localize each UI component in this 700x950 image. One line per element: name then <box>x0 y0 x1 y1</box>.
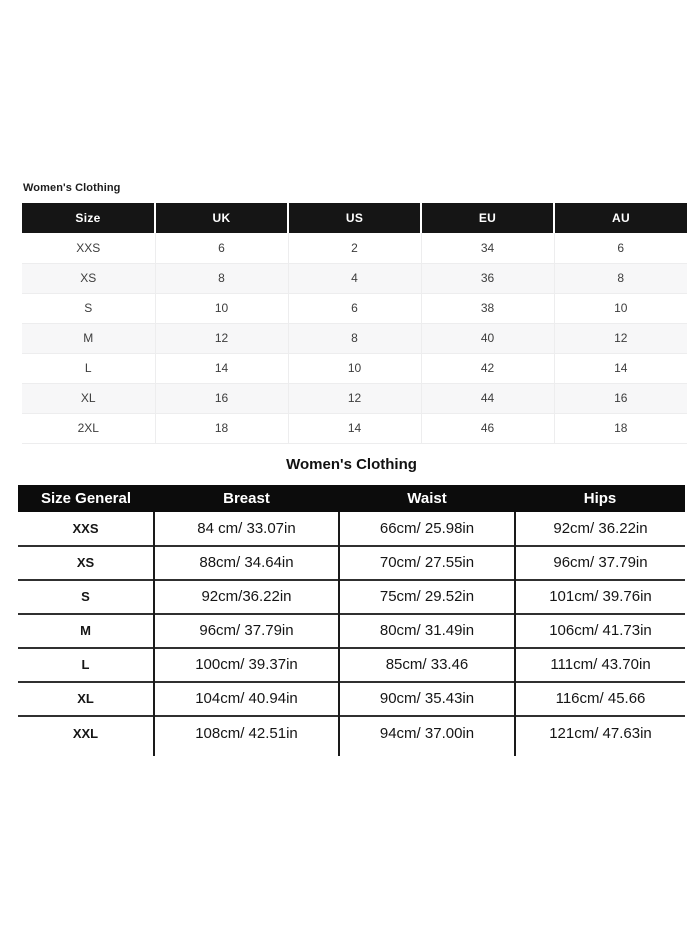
column-header-breast: Breast <box>154 485 339 512</box>
waist-cell: 75cm/ 29.52in <box>339 580 515 614</box>
waist-cell: 66cm/ 25.98in <box>339 512 515 546</box>
measurements-table <box>18 485 685 756</box>
size-cell: S <box>18 580 154 614</box>
measurements-section <box>18 456 685 756</box>
value-cell: 2 <box>288 233 421 263</box>
waist-cell: 94cm/ 37.00in <box>339 716 515 750</box>
size-cell: L <box>22 353 155 383</box>
size-cell: XS <box>18 546 154 580</box>
waist-cell: 90cm/ 35.43in <box>339 682 515 716</box>
hips-cell: 92cm/ 36.22in <box>515 512 685 546</box>
size-cell: XXL <box>18 716 154 750</box>
value-cell: 10 <box>554 293 687 323</box>
table-row <box>18 648 685 682</box>
value-cell: 10 <box>155 293 288 323</box>
size-cell: XL <box>18 682 154 716</box>
table-row <box>18 546 685 580</box>
value-cell: 38 <box>421 293 554 323</box>
size-cell: XXS <box>18 512 154 546</box>
value-cell: 34 <box>421 233 554 263</box>
value-cell: 18 <box>155 413 288 443</box>
value-cell: 46 <box>421 413 554 443</box>
breast-cell: 92cm/36.22in <box>154 580 339 614</box>
value-cell: 16 <box>554 383 687 413</box>
size-cell: S <box>22 293 155 323</box>
value-cell: 44 <box>421 383 554 413</box>
value-cell: 12 <box>288 383 421 413</box>
size-cell: M <box>22 323 155 353</box>
table-row <box>18 512 685 546</box>
table2-title: Women's Clothing <box>286 455 417 473</box>
table-row <box>22 383 687 413</box>
table-row <box>22 353 687 383</box>
value-cell: 42 <box>421 353 554 383</box>
value-cell: 36 <box>421 263 554 293</box>
column-header-eu: EU <box>421 203 554 233</box>
column-header-size: Size <box>22 203 155 233</box>
value-cell: 8 <box>288 323 421 353</box>
waist-cell: 85cm/ 33.46 <box>339 648 515 682</box>
size-conversion-section <box>22 0 687 444</box>
hips-cell: 96cm/ 37.79in <box>515 546 685 580</box>
value-cell: 8 <box>155 263 288 293</box>
breast-cell: 104cm/ 40.94in <box>154 682 339 716</box>
table-row <box>18 614 685 648</box>
divider-extension-cell <box>18 750 154 756</box>
value-cell: 12 <box>554 323 687 353</box>
waist-cell: 70cm/ 27.55in <box>339 546 515 580</box>
table-row <box>22 323 687 353</box>
column-divider-extension-row <box>18 750 685 756</box>
waist-cell: 80cm/ 31.49in <box>339 614 515 648</box>
size-cell: 2XL <box>22 413 155 443</box>
divider-extension-cell <box>339 750 515 756</box>
value-cell: 14 <box>155 353 288 383</box>
value-cell: 40 <box>421 323 554 353</box>
hips-cell: 116cm/ 45.66 <box>515 682 685 716</box>
hips-cell: 121cm/ 47.63in <box>515 716 685 750</box>
size-conversion-table <box>22 203 687 444</box>
table-header-row <box>22 203 687 233</box>
table1-title: Women's Clothing <box>23 182 121 194</box>
value-cell: 10 <box>288 353 421 383</box>
column-header-size-general: Size General <box>18 485 154 512</box>
value-cell: 14 <box>554 353 687 383</box>
table-row <box>22 233 687 263</box>
value-cell: 12 <box>155 323 288 353</box>
breast-cell: 88cm/ 34.64in <box>154 546 339 580</box>
divider-extension-cell <box>515 750 685 756</box>
hips-cell: 111cm/ 43.70in <box>515 648 685 682</box>
column-header-us: US <box>288 203 421 233</box>
table-row <box>18 580 685 614</box>
breast-cell: 96cm/ 37.79in <box>154 614 339 648</box>
table-row <box>18 716 685 750</box>
breast-cell: 84 cm/ 33.07in <box>154 512 339 546</box>
divider-extension-cell <box>154 750 339 756</box>
table-row <box>22 293 687 323</box>
table-header-row <box>18 485 685 512</box>
value-cell: 6 <box>288 293 421 323</box>
size-cell: XXS <box>22 233 155 263</box>
column-header-uk: UK <box>155 203 288 233</box>
size-cell: XS <box>22 263 155 293</box>
size-cell: XL <box>22 383 155 413</box>
column-header-hips: Hips <box>515 485 685 512</box>
value-cell: 14 <box>288 413 421 443</box>
column-header-waist: Waist <box>339 485 515 512</box>
value-cell: 16 <box>155 383 288 413</box>
breast-cell: 100cm/ 39.37in <box>154 648 339 682</box>
table-row <box>22 413 687 443</box>
size-cell: M <box>18 614 154 648</box>
hips-cell: 106cm/ 41.73in <box>515 614 685 648</box>
value-cell: 18 <box>554 413 687 443</box>
column-header-au: AU <box>554 203 687 233</box>
breast-cell: 108cm/ 42.51in <box>154 716 339 750</box>
hips-cell: 101cm/ 39.76in <box>515 580 685 614</box>
value-cell: 4 <box>288 263 421 293</box>
value-cell: 8 <box>554 263 687 293</box>
table-row <box>22 263 687 293</box>
value-cell: 6 <box>155 233 288 263</box>
table-row <box>18 682 685 716</box>
size-cell: L <box>18 648 154 682</box>
value-cell: 6 <box>554 233 687 263</box>
